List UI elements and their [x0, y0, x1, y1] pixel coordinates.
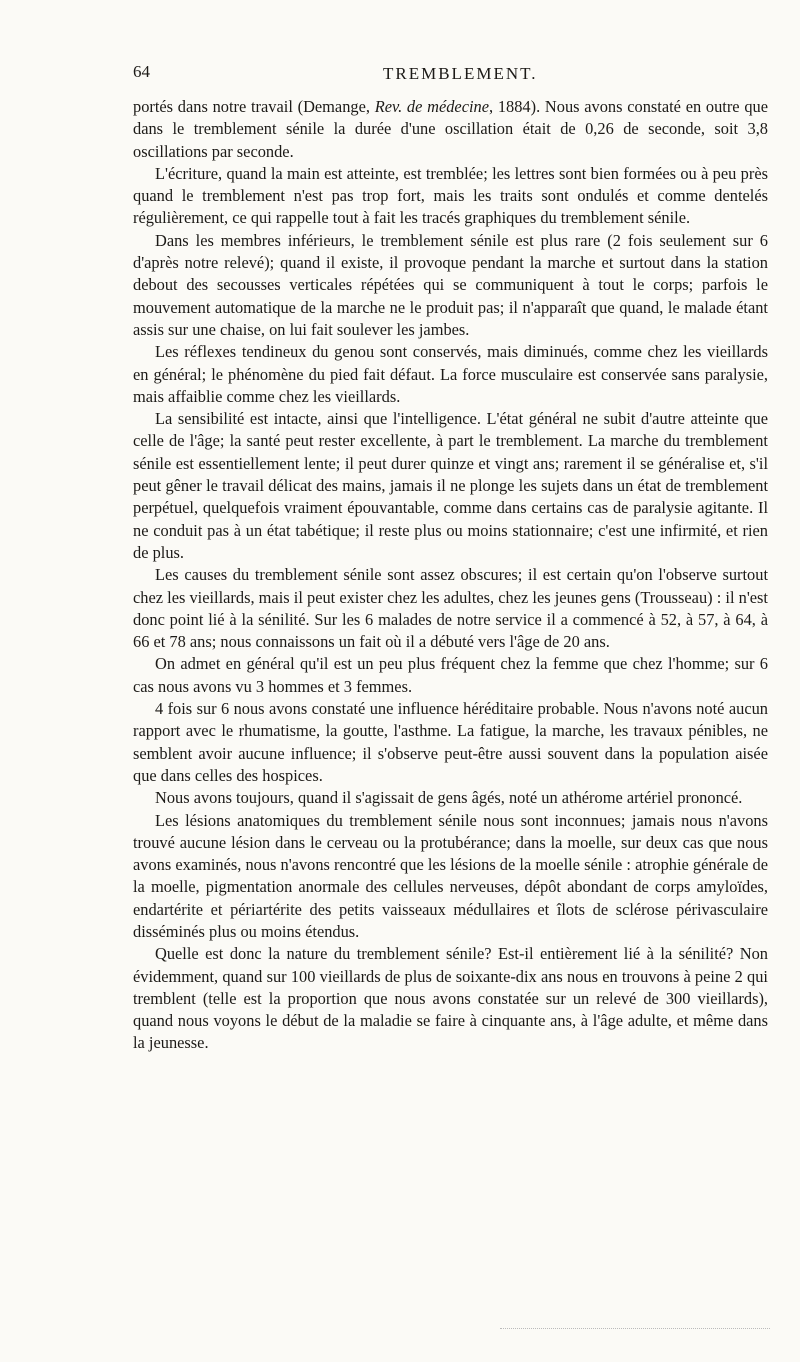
footer-rule	[500, 1328, 770, 1330]
paragraph: Dans les membres inférieurs, le tremblement sénile est plus rare (2 fois seulement sur 6 d'après notre relevé); quand il existe, il provoque pendant la marche et surtout dans la station debout des secousses verticales répétées qui se communiquent à tout le corps; parfois le mouvement automatique de la marche ne le produit pas; il n'apparaît que quand, le malade étant assis sur une chaise, on lui fait soulever les jambes.	[133, 230, 768, 339]
paragraph-text: portés dans notre travail (Demange,	[133, 97, 375, 116]
paragraph-text: , 1884). Nous avons constaté en outre que dans le tremblement sénile la durée d'une oscillation était de 0,26 de seconde, soit 3,8 oscillations par seconde.	[133, 97, 768, 161]
paragraph: Les réflexes tendineux du genou sont conservés, mais diminués, comme chez les vieillards en général; le phénomène du pied fait défaut. La force musculaire est conservée sans paralysie, mais affaiblie comme chez les vieillards.	[133, 342, 768, 406]
paragraph: La sensibilité est intacte, ainsi que l'intelligence. L'état général ne subit d'autre atteinte que celle de l'âge; la santé peut rester excellente, à part le tremblement. La marche du tremblement sénile est essentiellement lente; il peut durer quinze et vingt ans; rarement il se généralise et, s'il peut gêner le travail délicat des mains, jamais il ne plonge les sujets dans un état de tremblement perpétuel, quelquefois vraiment épouvantable, comme dans certains cas de paralysie agitante. Il ne conduit pas à un état tabétique; il reste plus ou moins stationnaire; c'est une infirmité, et rien de plus.	[133, 409, 768, 562]
paragraph: Quelle est donc la nature du tremblement sénile? Est-il entièrement lié à la sénilité? Non évidemment, quand sur 100 vieillards de plus de soixante-dix ans nous en trouvons à peine 2 qui tremblent (telle est la proportion que nous avons constatée sur un relevé de 300 vieillards), quand nous voyons le début de la maladie se faire à cinquante ans, à l'âge adulte, et même dans la jeunesse.	[133, 944, 768, 1053]
page-number: 64	[133, 62, 150, 81]
body-text	[133, 96, 768, 1055]
paragraph	[133, 96, 768, 163]
paragraph: Les lésions anatomiques du tremblement sénile nous sont inconnues; jamais nous n'avons trouvé aucune lésion dans le cerveau ou la protubérance; dans la moelle, sur deux cas que nous avons examinés, nous n'avons rencontré que les lésions de la moelle sénile : atrophie générale de la moelle, pigmentation anormale des cellules nerveuses, dépôt abondant de corps amyloïdes, endartérite et périartérite des petits vaisseaux médullaires et îlots de sclérose périvasculaire disséminés plus ou moins étendus.	[133, 810, 768, 941]
paragraph: On admet en général qu'il est un peu plus fréquent chez la femme que chez l'homme; sur 6 cas nous avons vu 3 hommes et 3 femmes.	[133, 654, 768, 696]
paragraph: Nous avons toujours, quand il s'agissait de gens âgés, noté un athérome artériel prononcé.	[155, 788, 743, 808]
paragraph: 4 fois sur 6 nous avons constaté une influence héréditaire probable. Nous n'avons noté aucun rapport avec le rhumatisme, la goutte, l'asthme. La fatigue, la marche, les travaux pénibles, ne semblent avoir aucune influence; il s'observe peut-être aussi souvent dans la population aisée que dans celles des hospices.	[133, 699, 768, 785]
book-page	[133, 62, 768, 1055]
paragraph: Les causes du tremblement sénile sont assez obscures; il est certain qu'on l'observe surtout chez les vieillards, mais il peut exister chez les adultes, chez les jeunes gens (Trousseau) : il n'est donc point lié à la sénilité. Sur les 6 malades de notre service il a commencé à 52, à 57, à 64, à 66 et 78 ans; nous connaissons un fait où il a débuté vers l'âge de 20 ans.	[133, 565, 768, 652]
journal-reference: Rev. de médecine	[374, 97, 489, 116]
running-title: TREMBLEMENT.	[383, 64, 538, 83]
paragraph: L'écriture, quand la main est atteinte, est tremblée; les lettres sont bien formées ou à peu près quand le tremblement n'est pas trop fort, mais les traits sont ondulés et comme dentelés régulièrement, ce qui rappelle tout à fait les tracés graphiques du tremblement sénile.	[133, 163, 768, 228]
running-header	[133, 62, 768, 90]
